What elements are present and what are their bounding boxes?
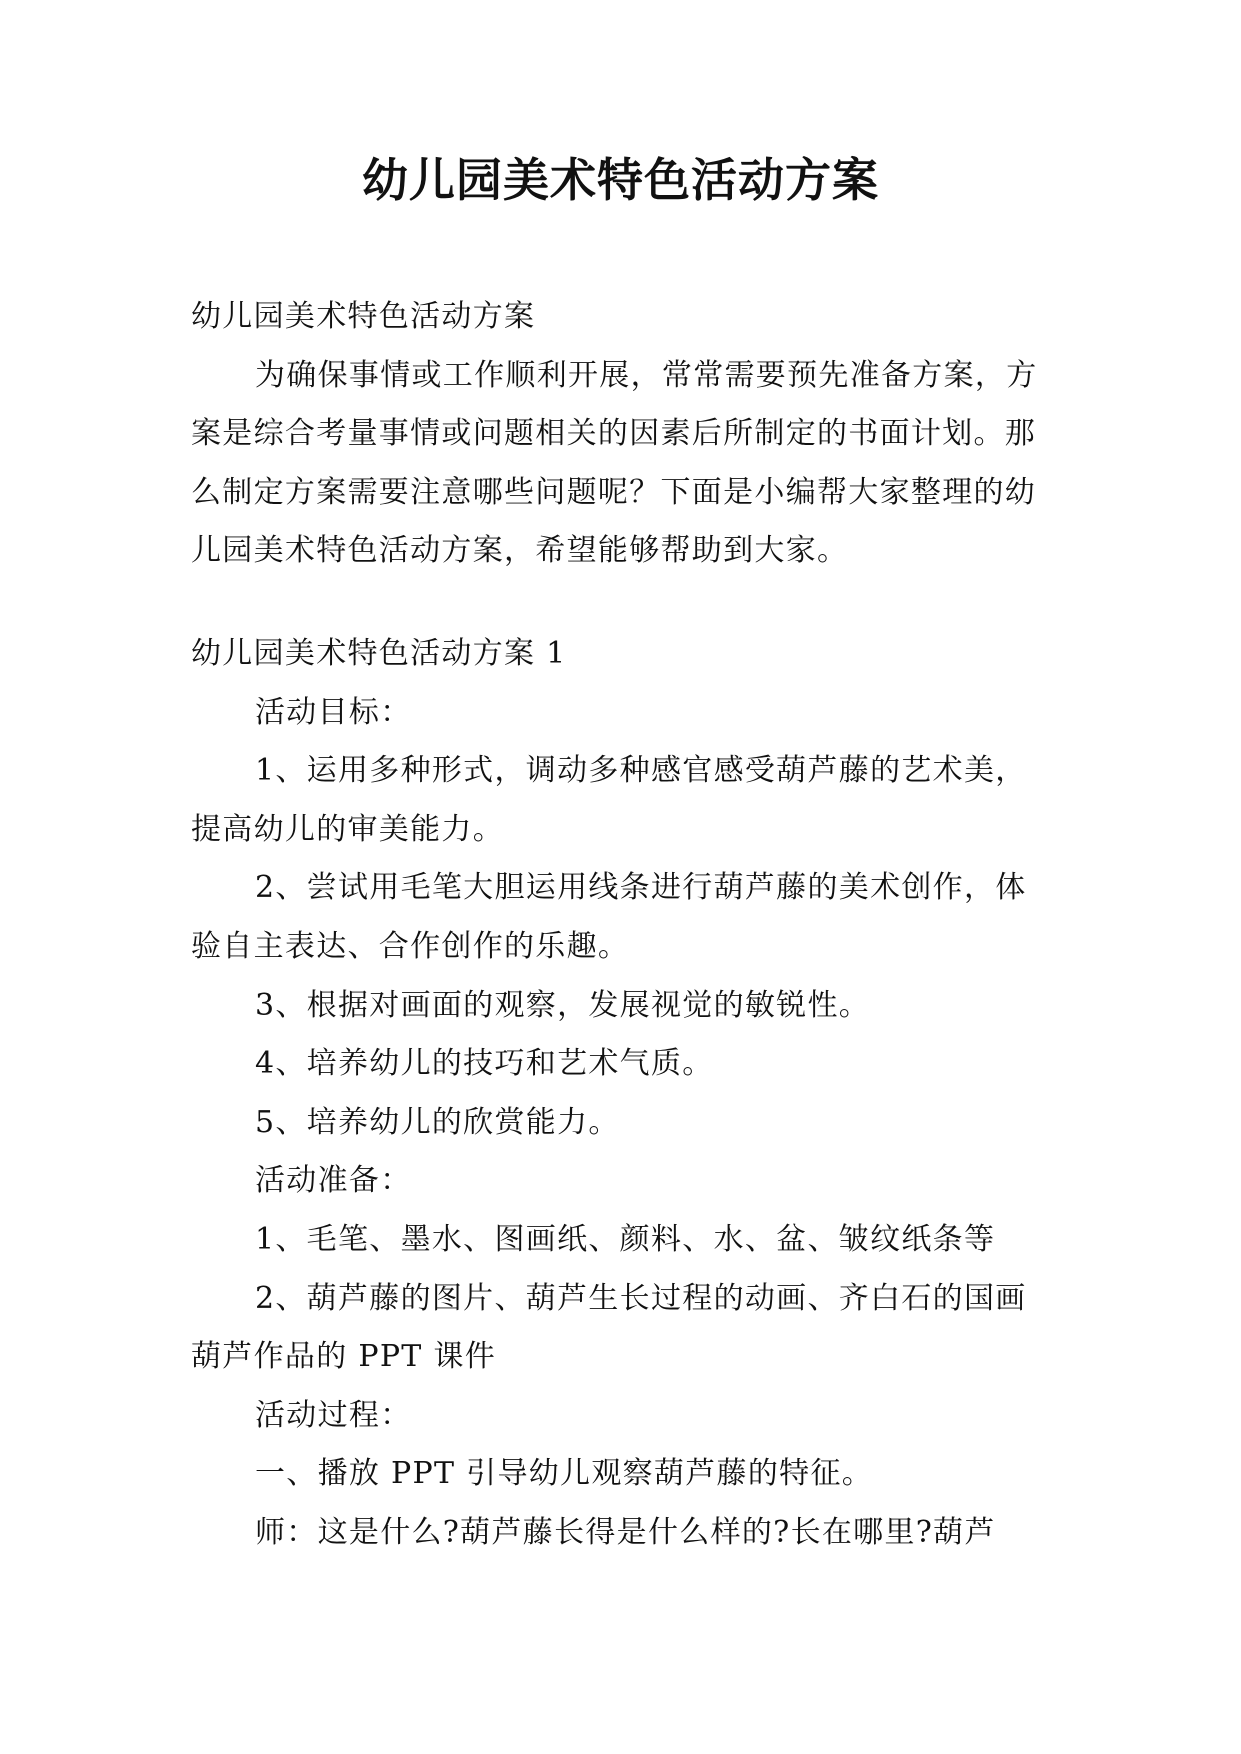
preparation-item: 2、葫芦藤的图片、葫芦生长过程的动画、齐白石的国画葫芦作品的 PPT 课件: [191, 1280, 1027, 1375]
objective-item: 1、运用多种形式，调动多种感官感受葫芦藤的艺术美，提高幼儿的审美能力。: [191, 753, 1027, 847]
section-heading: 幼儿园美术特色活动方案 1: [191, 635, 567, 671]
preparation-item: 1、毛笔、墨水、图画纸、颜料、水、盆、皱纹纸条等: [255, 1221, 996, 1257]
objective-item: 5、培养幼儿的欣赏能力。: [255, 1104, 620, 1140]
intro-heading: 幼儿园美术特色活动方案: [191, 299, 536, 334]
objective-item: 3、根据对画面的观察，发展视觉的敏锐性。: [255, 987, 871, 1023]
process-dialogue: 师：这是什么?葫芦藤长得是什么样的?长在哪里?葫芦: [255, 1514, 996, 1550]
preparation-label: 活动准备：: [255, 1163, 412, 1199]
section-gap: [191, 581, 1053, 625]
process-step: 一、播放 PPT 引导幼儿观察葫芦藤的特征。: [255, 1456, 874, 1492]
document-body: [191, 288, 1053, 1562]
objectives-label: 活动目标：: [255, 694, 412, 730]
intro-paragraph: 为确保事情或工作顺利开展，常常需要预先准备方案，方案是综合考量事情或问题相关的因素后所制定的书面计划。那么制定方案需要注意哪些问题呢？下面是小编帮大家整理的幼儿园美术特色活动方案，希望能够帮助到大家。: [191, 357, 1038, 569]
process-label: 活动过程：: [255, 1397, 412, 1433]
objective-item: 4、培养幼儿的技巧和艺术气质。: [255, 1046, 714, 1082]
objective-item: 2、尝试用毛笔大胆运用线条进行葫芦藤的美术创作，体验自主表达、合作创作的乐趣。: [191, 870, 1027, 964]
document-title: 幼儿园美术特色活动方案: [362, 153, 879, 207]
